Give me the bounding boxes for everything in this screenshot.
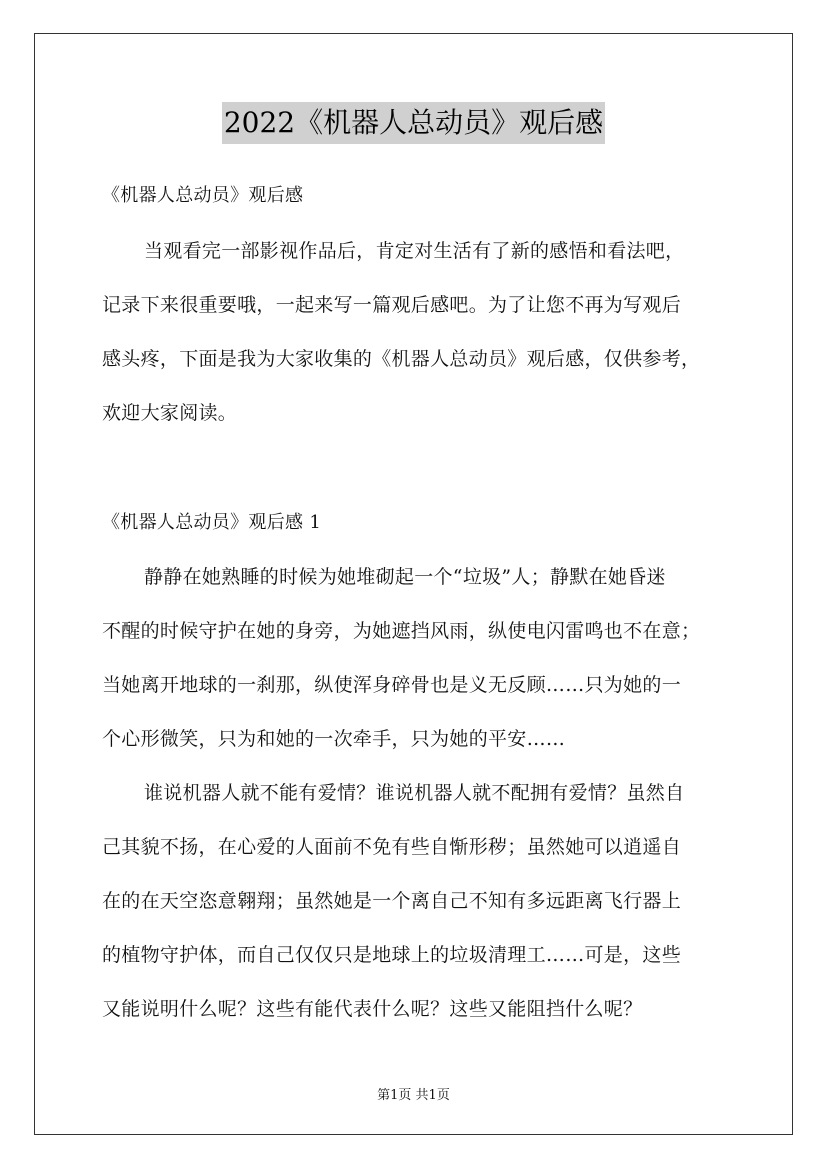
paragraph-line: 的植物守护体，而自己仅仅只是地球上的垃圾清理工……可是，这些 xyxy=(102,944,682,966)
intro-line: 欢迎大家阅读。 xyxy=(102,402,238,424)
paragraph-line: 当她离开地球的一刹那，纵使浑身碎骨也是义无反顾……只为她的一 xyxy=(102,674,682,696)
paragraph-line: 又能说明什么呢？这些有能代表什么呢？这些又能阻挡什么呢？ xyxy=(102,998,643,1020)
paragraph-line: 在的在天空恣意翱翔；虽然她是一个离自己不知有多远距离飞行器上 xyxy=(102,890,682,912)
page-footer: 第1页 共1页 xyxy=(377,1088,450,1103)
subtitle: 《机器人总动员》观后感 xyxy=(102,185,304,206)
intro-line: 记录下来很重要哦，一起来写一篇观后感吧。为了让您不再为写观后 xyxy=(102,294,682,316)
title-container xyxy=(0,102,827,144)
paragraph-line: 静静在她熟睡的时候为她堆砌起一个“垃圾”人；静默在她昏迷 xyxy=(144,566,666,588)
intro-line: 当观看完一部影视作品后，肯定对生活有了新的感悟和看法吧， xyxy=(144,240,685,262)
paragraph-line: 谁说机器人就不能有爱情？谁说机器人就不配拥有爱情？虽然自 xyxy=(144,782,685,804)
document-title: 2022《机器人总动员》观后感 xyxy=(222,102,605,144)
section-heading: 《机器人总动员》观后感 1 xyxy=(102,512,322,533)
paragraph-line: 不醒的时候守护在她的身旁，为她遮挡风雨，纵使电闪雷鸣也不在意； xyxy=(102,620,701,642)
paragraph-line: 己其貌不扬，在心爱的人面前不免有些自惭形秽；虽然她可以逍遥自 xyxy=(102,836,682,858)
intro-line: 感头疼，下面是我为大家收集的《机器人总动员》观后感，仅供参考， xyxy=(102,348,701,370)
paragraph-line: 个心形微笑，只为和她的一次牵手，只为她的平安…… xyxy=(102,728,566,750)
